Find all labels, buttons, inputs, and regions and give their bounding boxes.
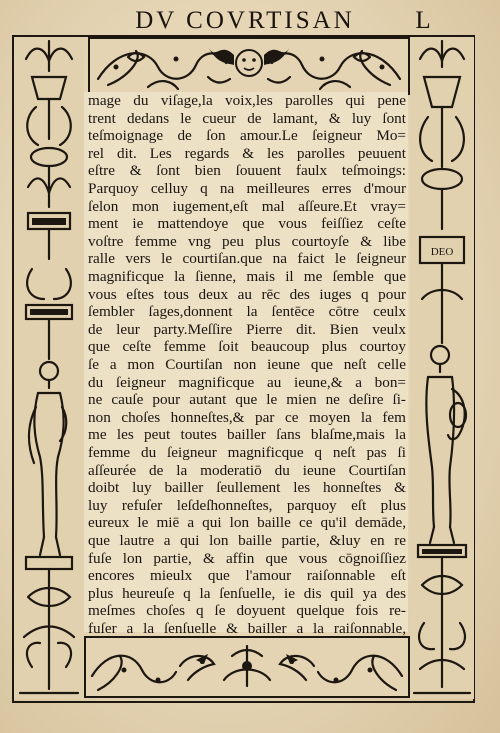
text-line: magnificque la ſienne, mais il me ſemble que [88,268,406,285]
text-line: de leur party.Meſſire Pierre dit. Bien veulx [88,320,406,338]
text-line: mage du viſage,la voix,les parolles qui pene [88,92,406,109]
text-line: luy refuſer leſdeſhonneſtes, parquoy eſt plus [88,496,406,514]
putto-head-foliate-scroll-icon [88,37,410,95]
text-line: ſelon mon iugement,eſt mal aſſeure.Et vray= [88,197,406,215]
text-line: meſmes choſes q ſe doyuent quelque fois re- [88,602,406,620]
text-line: eſtre & ſont bien ſouuent faulx teſmoings: [88,162,406,180]
text-line: que lautre a qui lon baille partie, &luy en re [88,532,406,549]
text-line: me les peut toutes bailler ſans blaſme,mais la [88,426,406,444]
text-line: ne cauſe pour autant que le mien ne deſire ſi- [88,391,406,409]
svg-text:DEO: DEO [430,246,454,258]
body-text [84,92,408,637]
text-line: eureux le miē a qui lon baille ce qu'il demāde, [88,514,406,532]
bottom-ornament [84,636,410,698]
candelabrum-column-figure-animal-icon [410,37,474,699]
text-line: non choſes honneſtes,& par ce moyen la fem [88,408,406,426]
text-line: rel dit. Les regards & les parolles peuuent [88,144,406,162]
left-ornament-pillar [14,37,84,699]
text-line: trent dedans le cueur de lamant, & luy ſont [88,109,406,127]
text-line: encores mieulx que l'amour raiſonnable eſt [88,567,406,585]
top-ornament [88,37,410,95]
text-line: ſe a mon Courtiſan non ieune que neſt celle [88,356,406,373]
text-line: plus heureuſe q la ſenſuelle, ie dis quil ya des [88,584,406,602]
birds-foliate-scroll-icon [84,636,410,698]
text-line: teſmoignage de ſon amour.Le ſeigneur Mo= [88,127,406,145]
text-line: Parquoy celluy q na meilleures erres d'mour [88,180,406,197]
text-line: fuſe lon partie, & affin que vous cōgnoiſſiez [88,549,406,567]
text-line: vous eſtes tous deux au rēc des iuges q pour [88,285,406,303]
text-line: ment ie mattendoye que vous feiſſiez ceſte [88,215,406,233]
text-line: du ſeigneur magnificque au ieune,& a bon= [88,373,406,391]
folio-number: L [415,7,431,34]
text-line: doibt luy bailler ſeullement les honneſtes & [88,479,406,497]
text-line: voſtre femme vng peu plus courtoyſe & libe [88,232,406,250]
text-line: ſembler ſages,donnent la ſentēce cōtre ceulx [88,303,406,321]
text-line: femme du ſeigneur magnificque q neſt pas ſi [88,444,406,461]
text-line: fuſer a la ſenſuelle & bailler a la raiſonnable, [88,620,406,637]
running-title: DV COVRTISAN [135,7,355,34]
right-ornament-pillar [410,37,474,699]
text-line: que ceſte femme ſoit beaucoup plus courtoy [88,338,406,356]
text-line: ralle vers le courtiſan.que na faict le ſeigneur [88,250,406,268]
candelabrum-column-figure-icon [14,37,84,699]
text-line: aſſeurée de la moderatiō du ieune Courtiſan [88,461,406,479]
